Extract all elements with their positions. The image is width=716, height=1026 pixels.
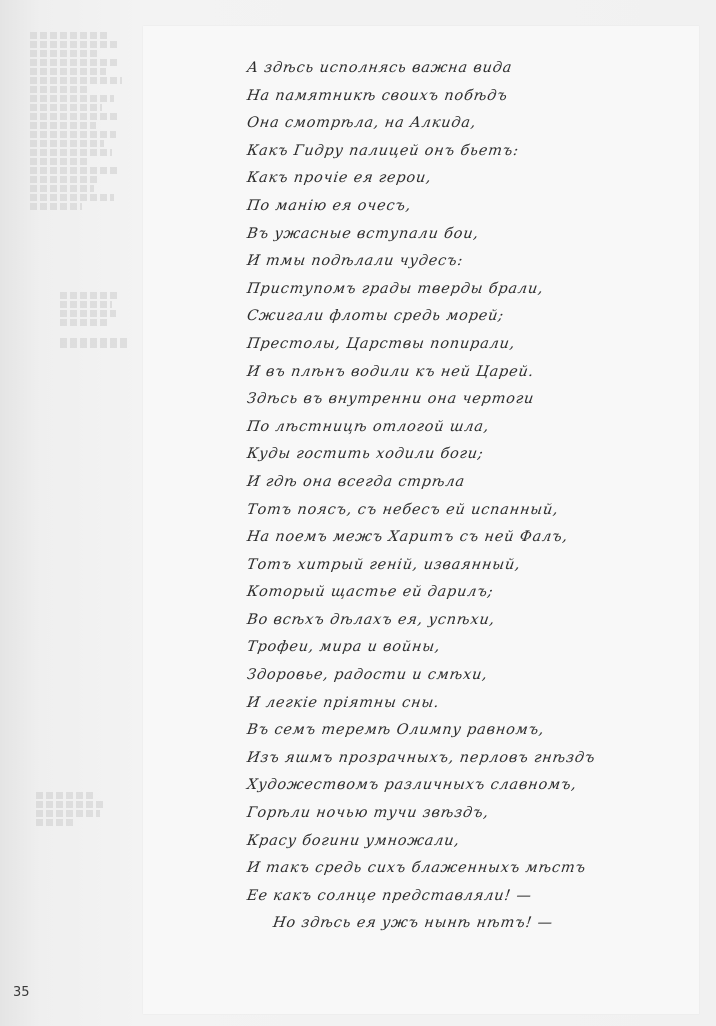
poem-line: Ее какъ солнце представляли! —	[245, 887, 533, 904]
bleed-through-text	[30, 30, 130, 212]
poem-line: По манiю ея очесъ,	[245, 197, 413, 214]
poem-line: Который щастье ей дарилъ;	[245, 584, 495, 601]
poem-line: Тотъ хитрый генiй, изваянный,	[245, 556, 522, 573]
poem-line: Горѣли ночью тучи звѣздъ,	[245, 805, 490, 822]
poem-line: И въ плѣнъ водили къ ней Царей.	[245, 363, 536, 380]
poem-line: По лѣстницѣ отлогой шла,	[245, 418, 491, 435]
poem-line: Здоровье, радости и смѣхи,	[245, 667, 489, 684]
poem-line: А здѣсь исполнясь важна вида	[245, 60, 514, 76]
poem-line: Сжигали флоты средь морей;	[245, 308, 506, 325]
poem-line: Но здѣсь ея ужъ нынѣ нѣтъ! —	[271, 915, 555, 932]
poem-line: На памятникѣ своихъ побѣдъ	[245, 87, 509, 104]
poem-line: И легкiе прiятны сны.	[245, 694, 441, 711]
poem-line: Тотъ поясъ, съ небесъ ей испанный,	[245, 501, 560, 518]
page-number: 35	[13, 985, 30, 1000]
poem-line: Въ семъ теремѣ Олимпу равномъ,	[245, 722, 546, 739]
bleed-through-text	[36, 790, 136, 828]
poem-line: Она смотрѣла, на Алкида,	[245, 115, 478, 132]
poem-line: И такъ средь сихъ блаженныхъ мѣстъ	[245, 860, 588, 877]
poem-line: И тмы подѣлали чудесъ:	[245, 253, 465, 270]
poem-line: Приступомъ грады тверды брали,	[245, 280, 545, 297]
poem-line: Во всѣхъ дѣлахъ ея, успѣхи,	[245, 611, 497, 628]
poem-line: На поемъ межъ Харитъ съ ней Фалъ,	[245, 529, 570, 546]
poem-line: И гдѣ она всегда стрѣла	[245, 473, 467, 490]
poem-line: Куды гостить ходили боги;	[245, 446, 485, 463]
poem-line: Какъ прочiе ея герои,	[245, 170, 433, 187]
poem-line: Изъ яшмъ прозрачныхъ, перловъ гнѣздъ	[245, 749, 597, 766]
poem-line: Престолы, Царствы попирали,	[245, 335, 517, 352]
poem-line: Красу богини умножали,	[245, 832, 461, 849]
poem-text	[245, 55, 665, 938]
poem-line: Какъ Гидру палицей онъ бьетъ:	[245, 142, 520, 159]
poem-line: Здѣсь въ внутренни она чертоги	[245, 391, 536, 408]
poem-line: Художествомъ различныхъ славномъ,	[245, 777, 578, 794]
poem-line: Въ ужасные вступали бои,	[245, 225, 480, 242]
poem-line: Трофеи, мира и войны,	[245, 639, 442, 656]
